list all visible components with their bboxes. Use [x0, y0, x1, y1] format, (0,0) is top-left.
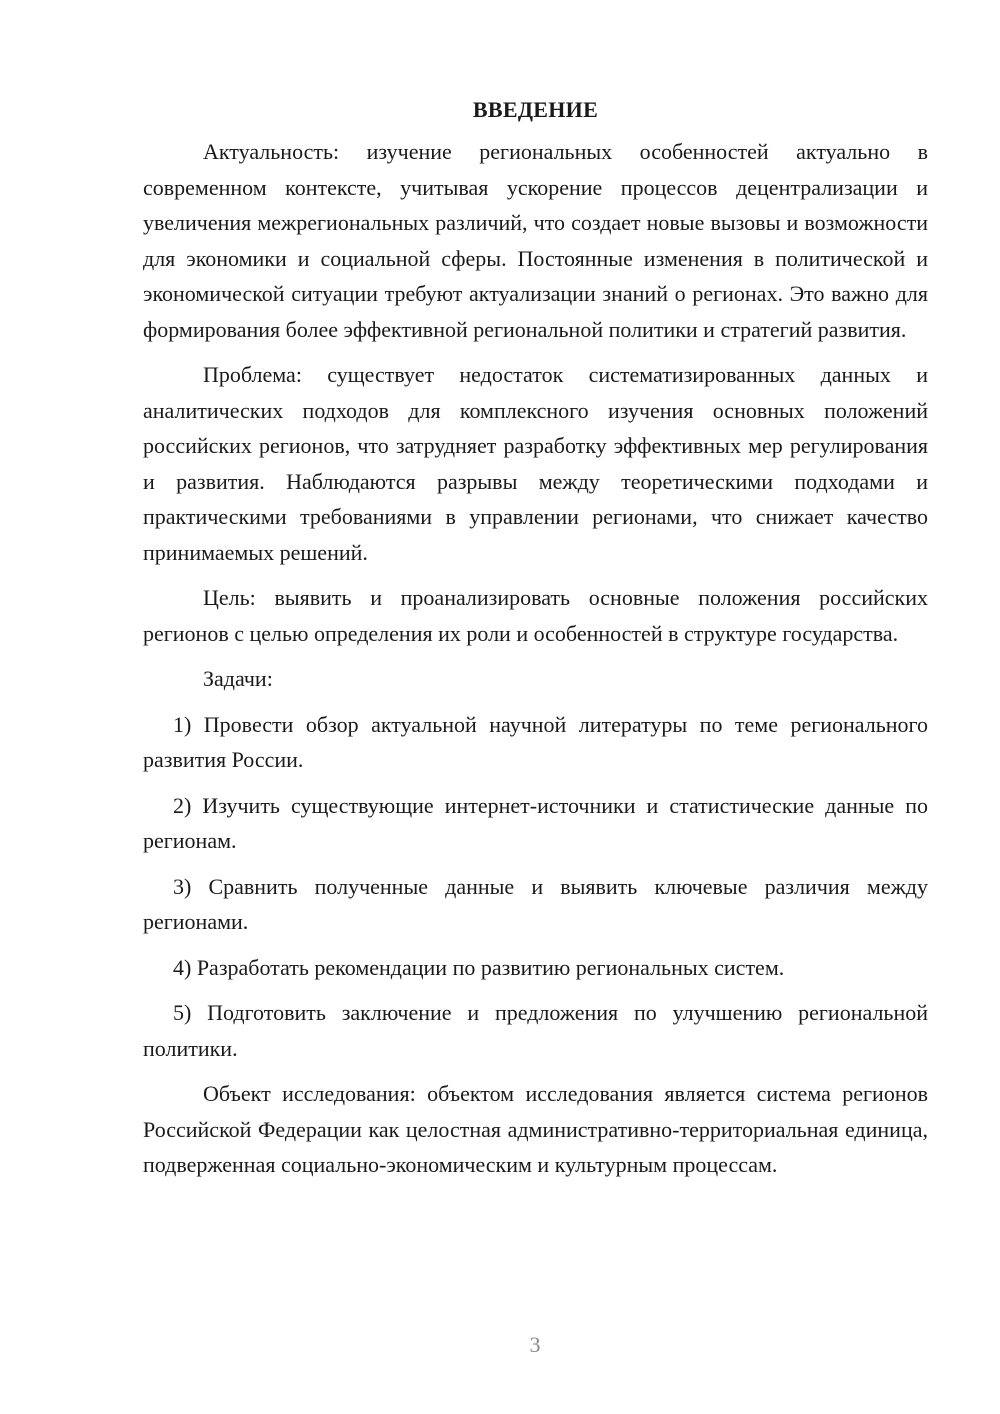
page-number: 3	[529, 1332, 541, 1357]
relevance-paragraph: Актуальность: изучение региональных особенностей актуально в современном контексте, учитывая ускорение процессов децентрализации и увеличения межрегиональных различий, что создает новые вызовы и возможности для экономики и социальной сферы. Постоянные изменения в политической и экономической ситуации требуют актуализации знаний о регионах. Это важно для формирования более эффективной региональной политики и стратегий развития.	[143, 139, 928, 342]
document-title: ВВЕДЕНИЕ	[472, 97, 599, 122]
goal-paragraph: Цель: выявить и проанализировать основные положения российских регионов с целью определения их роли и особенностей в структуре государства.	[143, 585, 928, 646]
tasks-heading: Задачи:	[203, 666, 273, 691]
object-paragraph: Объект исследования: объектом исследования является система регионов Российской Федерации как целостная административно-территориальная единица, подверженная социально-экономическим и культурным процессам.	[143, 1081, 928, 1177]
task-item-3: 3) Сравнить полученные данные и выявить ключевые различия между регионами.	[143, 873, 928, 934]
task-item-5: 5) Подготовить заключение и предложения по улучшению региональной политики.	[143, 1000, 928, 1061]
problem-paragraph: Проблема: существует недостаток систематизированных данных и аналитических подходов для комплексного изучения основных положений российских регионов, что затрудняет разработку эффективных мер регулирования и развития. Наблюдаются разрывы между теоретическими подходами и практическими требованиями в управлении регионами, что снижает качество принимаемых решений.	[143, 362, 928, 565]
task-item-1: 1) Провести обзор актуальной научной литературы по теме регионального развития России.	[143, 711, 928, 772]
task-item-2: 2) Изучить существующие интернет-источники и статистические данные по регионам.	[143, 792, 928, 853]
document-page	[143, 96, 928, 1183]
task-item-4: 4) Разработать рекомендации по развитию региональных систем.	[173, 954, 785, 980]
